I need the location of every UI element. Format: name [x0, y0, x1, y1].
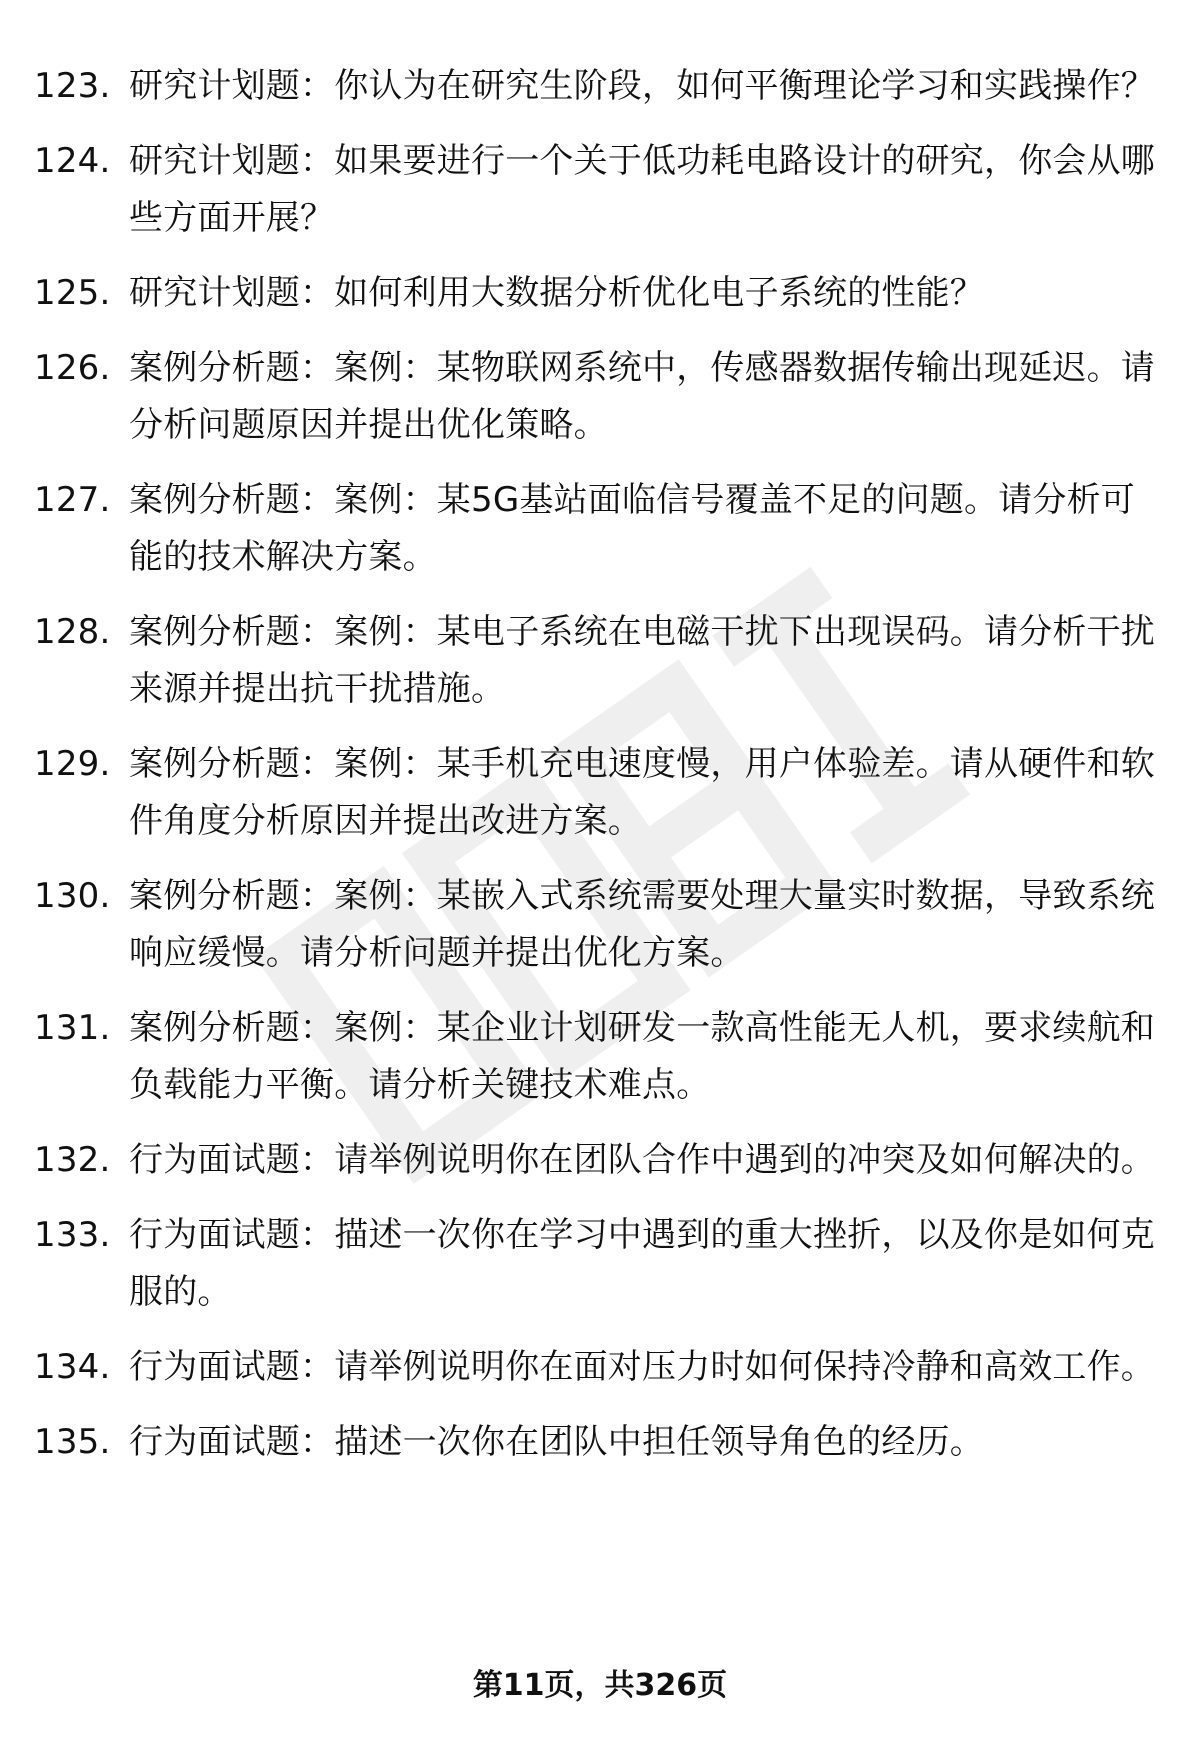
- question-text: 行为面试题：请举例说明你在团队合作中遇到的冲突及如何解决的。: [129, 1140, 1155, 1180]
- question-text: 行为面试题：描述一次你在团队中担任领导角色的经历。: [129, 1422, 984, 1462]
- question-item: [34, 472, 1164, 586]
- question-number: 124.: [34, 141, 111, 181]
- question-text: 行为面试题：描述一次你在学习中遇到的重大挫折，以及你是如何克服的。: [129, 1215, 1155, 1312]
- question-item: [34, 133, 1164, 247]
- question-text: 案例分析题：案例：某5G基站面临信号覆盖不足的问题。请分析可能的技术解决方案。: [129, 480, 1135, 577]
- question-text: 案例分析题：案例：某手机充电速度慢，用户体验差。请从硬件和软件角度分析原因并提出改进方案。: [129, 744, 1155, 841]
- question-text: 研究计划题：如果要进行一个关于低功耗电路设计的研究，你会从哪些方面开展？: [129, 141, 1155, 238]
- question-number: 127.: [34, 480, 111, 520]
- question-number: 131.: [34, 1008, 111, 1048]
- question-text: 案例分析题：案例：某物联网系统中，传感器数据传输出现延迟。请分析问题原因并提出优化策略。: [129, 348, 1155, 445]
- question-item: [34, 1207, 1164, 1321]
- question-item: [34, 340, 1164, 454]
- question-item: [34, 604, 1164, 718]
- question-item: [34, 736, 1164, 850]
- question-item: [34, 58, 1164, 115]
- question-number: 135.: [34, 1422, 111, 1462]
- question-number: 130.: [34, 876, 111, 916]
- question-item: [34, 1132, 1164, 1189]
- question-number: 125.: [34, 273, 111, 313]
- question-text: 研究计划题：你认为在研究生阶段，如何平衡理论学习和实践操作？: [129, 66, 1155, 106]
- question-text: 案例分析题：案例：某电子系统在电磁干扰下出现误码。请分析干扰来源并提出抗干扰措施。: [129, 612, 1155, 709]
- question-item: [34, 1000, 1164, 1114]
- question-item: [34, 265, 1164, 322]
- question-number: 129.: [34, 744, 111, 784]
- question-number: 133.: [34, 1215, 111, 1255]
- question-number: 128.: [34, 612, 111, 652]
- question-item: [34, 1339, 1164, 1396]
- question-text: 案例分析题：案例：某嵌入式系统需要处理大量实时数据，导致系统响应缓慢。请分析问题并提出优化方案。: [129, 876, 1155, 973]
- question-item: [34, 868, 1164, 982]
- question-number: 134.: [34, 1347, 111, 1387]
- page-footer: 第11页，共326页: [472, 1668, 728, 1703]
- question-text: 行为面试题：请举例说明你在面对压力时如何保持冷静和高效工作。: [129, 1347, 1155, 1387]
- question-number: 126.: [34, 348, 111, 388]
- question-number: 132.: [34, 1140, 111, 1180]
- question-item: [34, 1414, 1164, 1471]
- question-number: 123.: [34, 66, 111, 106]
- question-text: 研究计划题：如何利用大数据分析优化电子系统的性能？: [129, 273, 984, 313]
- question-list: [34, 58, 1164, 1489]
- question-text: 案例分析题：案例：某企业计划研发一款高性能无人机，要求续航和负载能力平衡。请分析关键技术难点。: [129, 1008, 1155, 1105]
